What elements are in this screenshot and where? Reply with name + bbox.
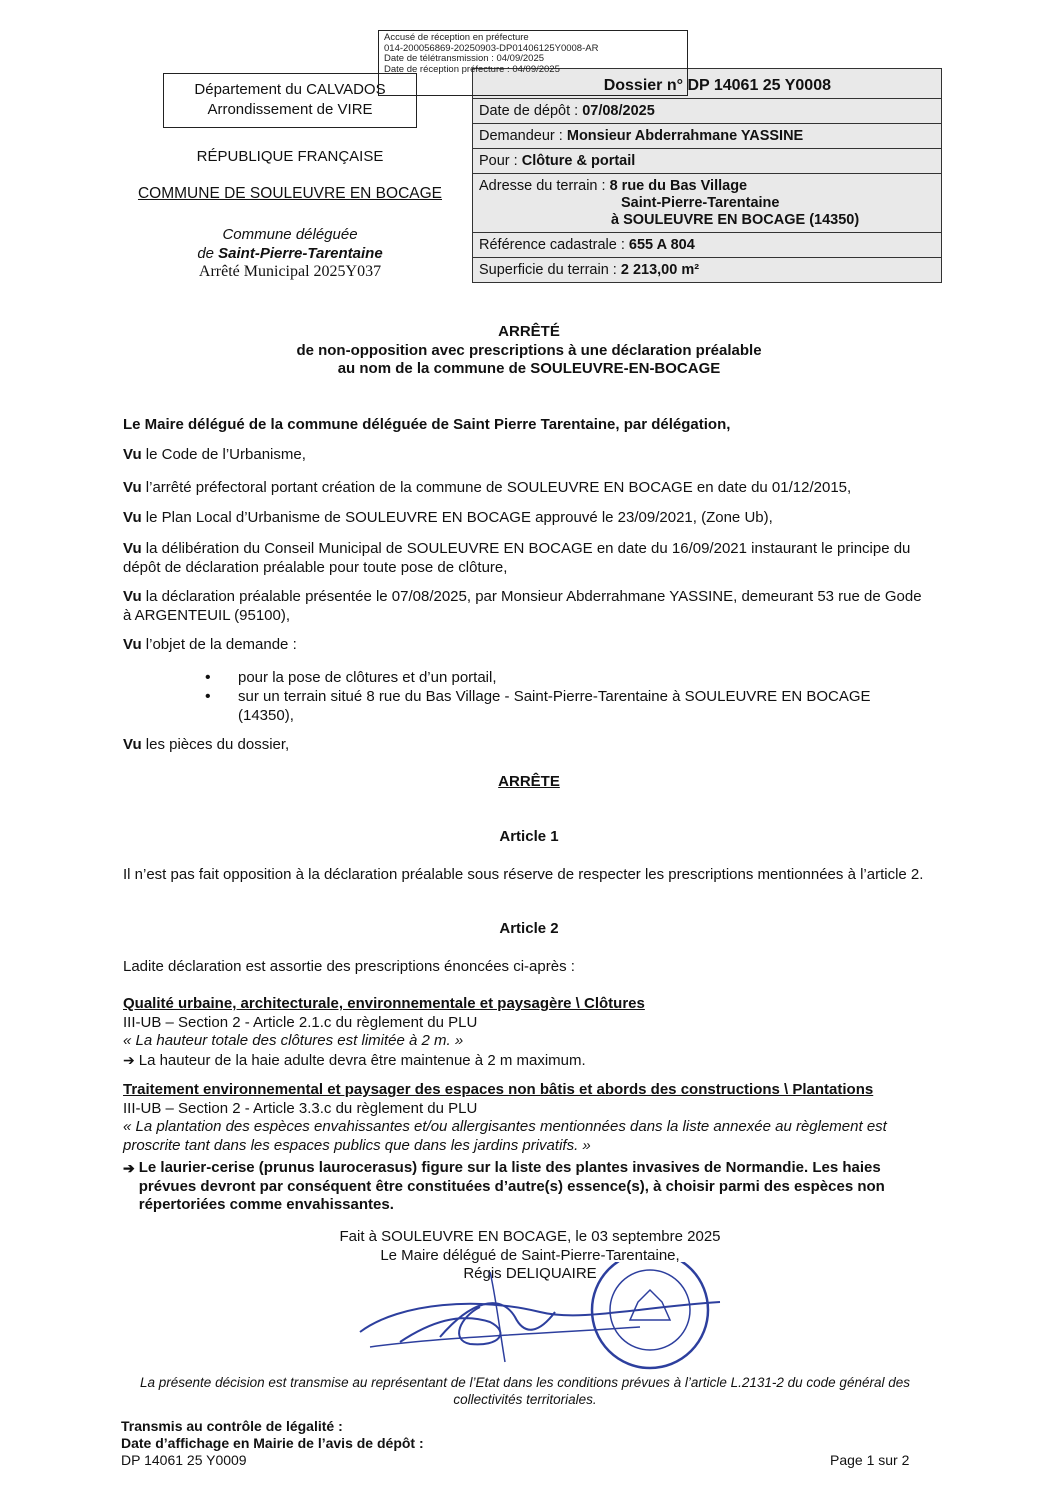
vu-7 [123,736,928,755]
signature-name: Régis DELIQUAIRE [463,1265,597,1282]
transmis-label: Transmis au contrôle de légalité : [121,1418,343,1434]
vu-5-text: la déclaration préalable présentée le 07/08/2025, par Monsieur Abderrahmane YASSINE, demeurant 53 rue de Gode à ARGENTEUIL (95100), [123,588,922,624]
vu-1-text: le Code de l’Urbanisme, [141,446,306,463]
vu-prefix: Vu [123,636,142,653]
vu-6-text: l’objet de la demande : [141,636,297,653]
article1-title: Article 1 [499,828,559,845]
vu-prefix: Vu [123,736,142,753]
arrow-right-icon: ➔ [123,1051,135,1068]
vu-prefix: Vu [123,540,142,557]
vu-prefix: Vu [123,509,142,526]
bullet-dot-icon: • [205,688,211,705]
adresse-row [473,174,941,233]
arrete-heading [0,773,1058,790]
prescription-1-quote: « La hauteur totale des clôtures est limitée à 2 m. » [123,1032,464,1049]
vu-5 [123,588,928,625]
arrow-right-icon: ➔ [123,1160,135,1176]
demandeur-label: Demandeur : [479,128,567,144]
prescription-1-note-line [123,1051,928,1071]
pour-row [473,149,941,174]
dossier-table [472,68,942,283]
vu-prefix: Vu [123,479,142,496]
date-depot-label: Date de dépôt : [479,103,583,119]
date-depot-value: 07/08/2025 [582,103,655,119]
commune-text: COMMUNE DE SOULEUVRE EN BOCAGE [137,185,443,202]
prescription-2-ref: III-UB – Section 2 - Article 3.3.c du règlement du PLU [123,1099,478,1117]
vu-2 [123,479,928,498]
arrete-heading-text: ARRÊTE [498,773,560,790]
adresse-line1: 8 rue du Bas Village [609,178,748,194]
departement-line: Département du CALVADOS [194,81,386,98]
bullet-dot-icon: • [205,669,211,686]
dp-reference: DP 14061 25 Y0009 [121,1452,247,1468]
ar-line-2: 014-200056869-20250903-DP01406125Y0008-AR [384,42,599,54]
municipal-seal [592,1262,708,1368]
arrete-municipal-text: Arrêté Municipal 2025Y037 [198,263,382,280]
accuse-reception-stamp [378,30,688,96]
article2-title: Article 2 [499,920,559,937]
affichage-label: Date d’affichage en Mairie de l’avis de dépôt : [121,1435,424,1451]
adresse-line2: Saint-Pierre-Tarentaine [621,195,780,211]
commune-deleguee [120,225,460,263]
prescription-1-ref: III-UB – Section 2 - Article 2.1.c du règlement du PLU [123,1013,478,1031]
prescription-2-note: Le laurier-cerise (prunus laurocerasus) figure sur la liste des plantes invasives de Normandie. Les haies prévues devront par conséquent être constituées d’autre(s) essence(s), à choisir parmi des espèces non répertoriées comme envahissantes. [138,1159,885,1213]
vu-6 [123,636,928,655]
superficie-value: 2 213,00 m² [620,262,700,278]
vu-7-text: les pièces du dossier, [141,736,290,753]
vu-4-text: la délibération du Conseil Municipal de SOULEUVRE EN BOCAGE en date du 16/09/2021 instaurant le principe du dépôt de déclaration préalable pour toute pose de clôture, [123,540,911,576]
cadastre-label: Référence cadastrale : [479,237,629,253]
vu-prefix: Vu [123,588,142,605]
prescription-1-note: La hauteur de la haie adulte devra être maintenue à 2 m maximum. [138,1051,586,1069]
page-number: Page 1 sur 2 [830,1452,910,1468]
maire-line: Le Maire délégué de la commune déléguée de Saint Pierre Tarentaine, par délégation, [123,416,731,433]
title-line2: de non-opposition avec prescriptions à une déclaration préalable [296,341,762,359]
ar-line-4: Date de réception préfecture : 04/09/2025 [384,63,560,75]
ar-line-1: Accusé de réception en préfecture [384,32,529,43]
transmission-note: La présente décision est transmise au représentant de l’Etat dans les conditions prévues à l’article L.2131-2 du code général des collectivités territoriales. [140,1375,910,1407]
handwritten-signature [340,1262,760,1372]
vu-3 [123,509,928,528]
vu-3-text: le Plan Local d’Urbanisme de SOULEUVRE EN BOCAGE approuvé le 23/09/2021, (Zone Ub), [141,509,773,526]
prescription-2-quote: « La plantation des espèces envahissantes et/ou allergisantes mentionnées dans la liste annexée au règlement est proscrite tant dans les espaces publics que dans les jardins privatifs. » [123,1118,887,1154]
vu-4 [123,540,928,577]
commune-deleguee-name: Saint-Pierre-Tarentaine [218,245,383,262]
vu-prefix: Vu [123,446,142,463]
ar-line-3: Date de télétransmission : 04/09/2025 [384,53,545,65]
bullet-2: sur un terrain situé 8 rue du Bas Village - Saint-Pierre-Tarentaine à SOULEUVRE EN BOCAGE (14350), [238,688,871,724]
prescription-1 [123,995,928,1070]
republique-label [120,148,460,165]
pour-label: Pour : [479,153,522,169]
vu-1 [123,446,928,465]
pour-value: Clôture & portail [521,153,636,169]
arrete-municipal [120,263,460,281]
commune-deleguee-prefix: de [197,245,219,262]
demandeur-row [473,124,941,149]
commune-deleguee-line1: Commune déléguée [222,226,358,243]
arrondissement-line: Arrondissement de VIRE [207,101,373,118]
commune-label [120,185,460,203]
superficie-row [473,258,941,282]
dossier-number: Dossier n° DP 14061 25 Y0008 [473,69,941,99]
superficie-label: Superficie du terrain : [479,262,621,278]
cadastre-value: 655 A 804 [628,237,695,253]
article1-text: Il n’est pas fait opposition à la déclaration préalable sous réserve de respecter les prescriptions mentionnées à l’article 2. [123,866,924,883]
cadastre-row [473,233,941,258]
prescription-2-note-line [123,1159,928,1215]
republique-text: RÉPUBLIQUE FRANÇAISE [196,148,384,165]
article2-intro: Ladite déclaration est assortie des prescriptions énoncées ci-après : [123,958,575,975]
bullet-1: pour la pose de clôtures et d’un portail, [238,669,497,686]
signature-role: Le Maire délégué de Saint-Pierre-Tarentaine, [380,1246,680,1264]
title-line1: ARRÊTÉ [498,323,560,340]
date-depot-row [473,99,941,124]
adresse-label: Adresse du terrain : [479,178,610,194]
signature-fait: Fait à SOULEUVRE EN BOCAGE, le 03 septembre 2025 [339,1228,721,1245]
commune-deleguee-line2 [120,244,460,263]
vu-2-text: l’arrêté préfectoral portant création de la commune de SOULEUVRE EN BOCAGE en date du 01/12/2015, [141,479,852,496]
title-line3: au nom de la commune de SOULEUVRE-EN-BOCAGE [337,360,721,377]
signature-and-seal [340,1262,760,1372]
adresse-line3: à SOULEUVRE EN BOCAGE (14350) [611,212,860,228]
prescription-1-title: Qualité urbaine, architecturale, environnementale et paysagère \ Clôtures [123,995,645,1012]
arrete-title [0,323,1058,379]
prescription-2 [123,1081,928,1215]
demandeur-value: Monsieur Abderrahmane YASSINE [566,128,804,144]
prescription-2-title: Traitement environnemental et paysager des espaces non bâtis et abords des constructions \ Plantations [123,1081,874,1098]
